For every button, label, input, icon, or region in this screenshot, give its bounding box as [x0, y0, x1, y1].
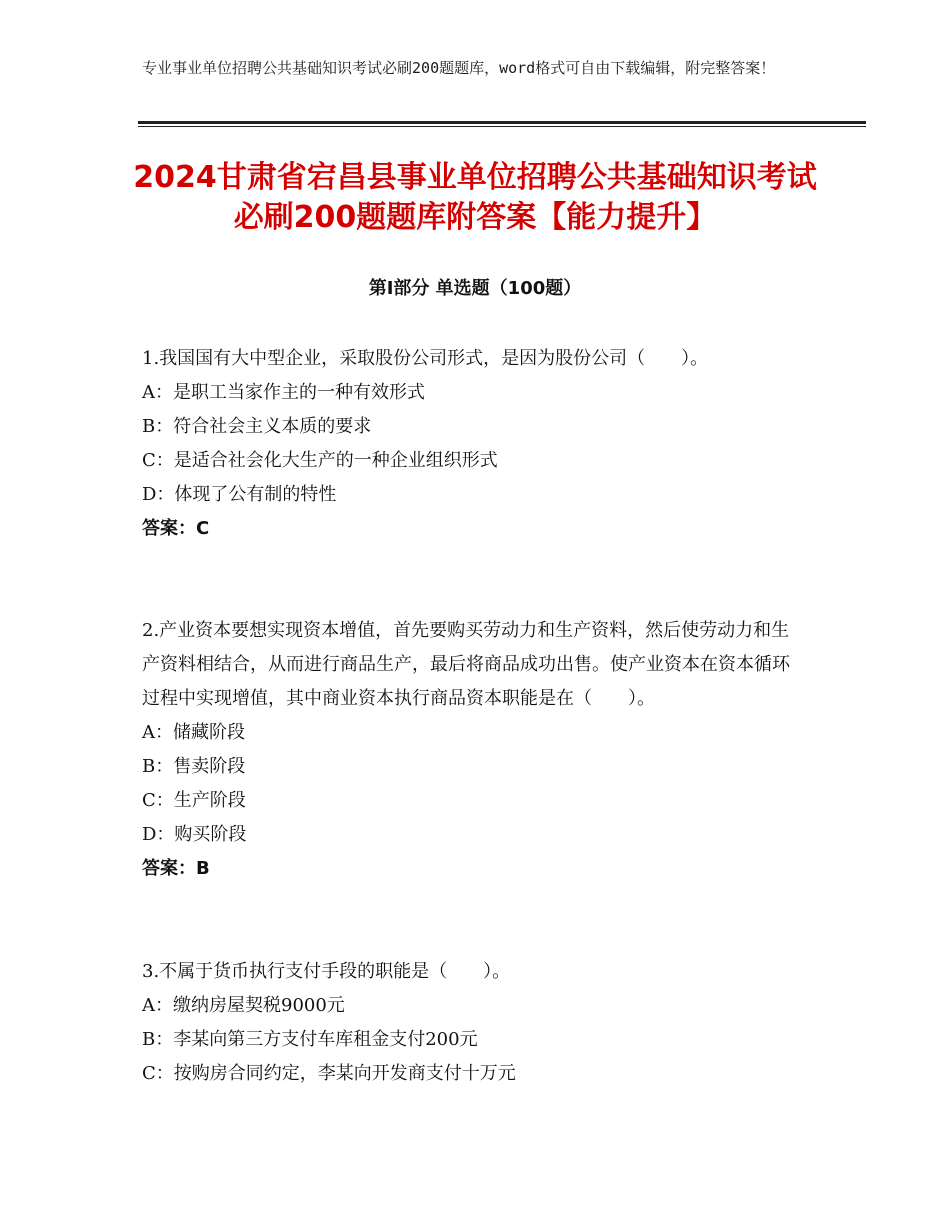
option-c: C：是适合社会化大生产的一种企业组织形式: [142, 450, 498, 471]
question-2: [142, 614, 798, 886]
header-divider-thin: [138, 126, 866, 127]
option-b: B：李某向第三方支付车库租金支付200元: [142, 1029, 478, 1050]
question-stem: 3.不属于货币执行支付手段的职能是（ ）。: [142, 961, 511, 982]
option-d: D：购买阶段: [142, 824, 247, 845]
header-divider-thick: [138, 121, 866, 124]
answer: 答案：B: [142, 858, 210, 879]
option-c: C：按购房合同约定，李某向开发商支付十万元: [142, 1063, 516, 1084]
option-a: A：是职工当家作主的一种有效形式: [142, 382, 425, 403]
question-1: [142, 342, 798, 546]
question-3: [142, 955, 798, 1091]
option-b: B：售卖阶段: [142, 756, 246, 777]
option-a: A：储藏阶段: [142, 722, 245, 743]
question-stem: 1.我国国有大中型企业，采取股份公司形式，是因为股份公司（ ）。: [142, 348, 709, 369]
answer: 答案：C: [142, 518, 210, 539]
option-c: C：生产阶段: [142, 790, 246, 811]
question-stem: 2.产业资本要想实现资本增值，首先要购买劳动力和生产资料，然后使劳动力和生产资料相结合，从而进行商品生产，最后将商品成功出售。使产业资本在资本循环过程中实现增值，其中商业资本执行商品资本职能是在（ ）。: [142, 620, 790, 709]
section-title: 第Ⅰ部分 单选题（100题）: [368, 278, 582, 299]
option-a: A：缴纳房屋契税9000元: [142, 995, 345, 1016]
option-d: D：体现了公有制的特性: [142, 484, 337, 505]
document-title: 2024甘肃省宕昌县事业单位招聘公共基础知识考试必刷200题题库附答案【能力提升】: [133, 160, 817, 235]
header-note: 专业事业单位招聘公共基础知识考试必刷200题题库，word格式可自由下载编辑，附完整答案！: [142, 59, 776, 77]
option-b: B：符合社会主义本质的要求: [142, 416, 372, 437]
